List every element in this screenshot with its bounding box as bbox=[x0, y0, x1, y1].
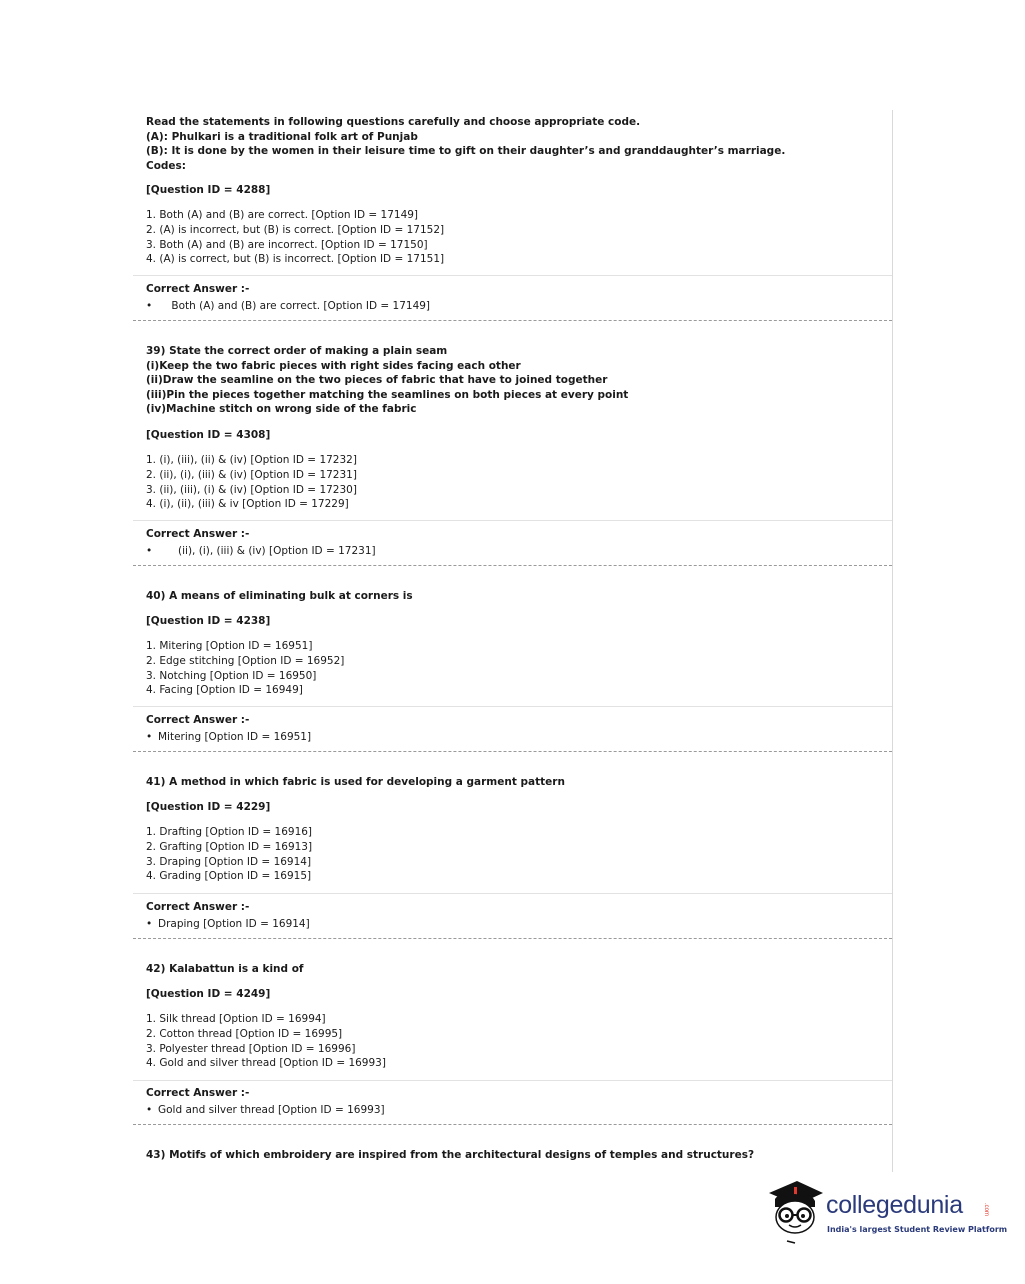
option-item: 4. Gold and silver thread [Option ID = 16993] bbox=[146, 1057, 386, 1070]
bullet-icon: • bbox=[146, 918, 153, 930]
option-item: 4. Facing [Option ID = 16949] bbox=[146, 684, 303, 697]
option-item: 2. (ii), (i), (iii) & (iv) [Option ID = 17231] bbox=[146, 468, 357, 481]
option-item: 1. Mitering [Option ID = 16951] bbox=[146, 640, 313, 652]
correct-answer bbox=[146, 730, 311, 744]
correct-answer-label: Correct Answer :- bbox=[146, 528, 250, 540]
question-stem bbox=[146, 115, 785, 173]
question-id: [Question ID = 4229] bbox=[146, 801, 271, 813]
correct-answer bbox=[146, 544, 376, 558]
question-id: [Question ID = 4288] bbox=[146, 184, 271, 196]
correct-answer bbox=[146, 917, 310, 931]
option-item: 4. (A) is correct, but (B) is incorrect. [Option ID = 17151] bbox=[146, 253, 445, 266]
question-stem bbox=[146, 775, 565, 790]
logo-tagline: India's largest Student Review Platform bbox=[827, 1225, 1008, 1234]
correct-answer-text: Both (A) and (B) are correct. [Option ID = 17149] bbox=[171, 300, 431, 312]
question-separator bbox=[133, 1124, 892, 1125]
bullet-icon: • bbox=[146, 545, 153, 557]
bullet-icon: • bbox=[146, 1104, 153, 1116]
option-item: 1. Drafting [Option ID = 16916] bbox=[146, 826, 313, 838]
option-item: 1. (i), (iii), (ii) & (iv) [Option ID = 17232] bbox=[146, 454, 357, 466]
stem-line: 40) A means of eliminating bulk at corners is bbox=[146, 590, 413, 602]
option-item: 4. (i), (ii), (iii) & iv [Option ID = 17229] bbox=[146, 498, 349, 511]
stem-line: Read the statements in following questions carefully and choose appropriate code. bbox=[146, 116, 641, 128]
divider bbox=[133, 275, 892, 276]
question-stem bbox=[146, 344, 628, 417]
option-item: 1. Both (A) and (B) are correct. [Option ID = 17149] bbox=[146, 209, 419, 221]
stem-line: 42) Kalabattun is a kind of bbox=[146, 963, 304, 975]
option-item: 2. Grafting [Option ID = 16913] bbox=[146, 840, 313, 853]
bullet-icon: • bbox=[146, 731, 153, 743]
divider bbox=[133, 893, 892, 894]
option-item: 2. Cotton thread [Option ID = 16995] bbox=[146, 1027, 343, 1040]
question-stem bbox=[146, 962, 303, 977]
options-list bbox=[146, 208, 444, 267]
question-paper bbox=[133, 110, 893, 1172]
option-item: 3. Polyester thread [Option ID = 16996] bbox=[146, 1042, 356, 1055]
divider bbox=[133, 1080, 892, 1081]
option-item: 3. Notching [Option ID = 16950] bbox=[146, 669, 317, 682]
stem-line: (A): Phulkari is a traditional folk art of Punjab bbox=[146, 130, 418, 143]
option-item: 2. Edge stitching [Option ID = 16952] bbox=[146, 654, 345, 667]
question-separator bbox=[133, 751, 892, 752]
question-stem bbox=[146, 1148, 754, 1163]
stem-line: 41) A method in which fabric is used for developing a garment pattern bbox=[146, 776, 565, 788]
options-list bbox=[146, 1012, 386, 1071]
stem-line: (B): It is done by the women in their leisure time to gift on their daughter’s and granddaughter’s marriage. bbox=[146, 145, 786, 158]
options-list bbox=[146, 639, 344, 698]
logo-suffix: .com bbox=[983, 1203, 989, 1217]
question-separator bbox=[133, 320, 892, 321]
correct-answer-text: Gold and silver thread [Option ID = 16993] bbox=[158, 1104, 385, 1116]
correct-answer bbox=[146, 299, 430, 313]
correct-answer-label: Correct Answer :- bbox=[146, 714, 250, 726]
correct-answer-label: Correct Answer :- bbox=[146, 1087, 250, 1099]
question-separator bbox=[133, 565, 892, 566]
stem-line: 43) Motifs of which embroidery are inspired from the architectural designs of temples and structures? bbox=[146, 1149, 755, 1161]
question-id: [Question ID = 4249] bbox=[146, 988, 271, 1000]
mascot-icon bbox=[765, 1177, 825, 1247]
question-id: [Question ID = 4238] bbox=[146, 615, 271, 627]
stem-line: Codes: bbox=[146, 159, 187, 172]
stem-line: (ii)Draw the seamline on the two pieces of fabric that have to joined together bbox=[146, 374, 608, 387]
question-stem bbox=[146, 589, 413, 604]
option-item: 3. Draping [Option ID = 16914] bbox=[146, 855, 312, 868]
divider bbox=[133, 520, 892, 521]
question-separator bbox=[133, 938, 892, 939]
correct-answer-label: Correct Answer :- bbox=[146, 283, 250, 295]
collegedunia-logo bbox=[765, 1177, 1008, 1247]
option-item: 4. Grading [Option ID = 16915] bbox=[146, 870, 312, 883]
divider bbox=[133, 706, 892, 707]
bullet-icon: • bbox=[146, 300, 153, 312]
stem-line: (iv)Machine stitch on wrong side of the fabric bbox=[146, 403, 417, 416]
options-list bbox=[146, 825, 312, 884]
question-id: [Question ID = 4308] bbox=[146, 429, 271, 441]
correct-answer-text: (ii), (i), (iii) & (iv) [Option ID = 17231] bbox=[178, 545, 376, 557]
option-item: 3. (ii), (iii), (i) & (iv) [Option ID = 17230] bbox=[146, 483, 357, 496]
stem-line: 39) State the correct order of making a plain seam bbox=[146, 345, 448, 357]
logo-wordmark: collegedunia bbox=[826, 1191, 963, 1219]
correct-answer bbox=[146, 1103, 385, 1117]
option-item: 3. Both (A) and (B) are incorrect. [Option ID = 17150] bbox=[146, 238, 428, 251]
correct-answer-text: Draping [Option ID = 16914] bbox=[158, 918, 310, 930]
correct-answer-label: Correct Answer :- bbox=[146, 901, 250, 913]
option-item: 2. (A) is incorrect, but (B) is correct. [Option ID = 17152] bbox=[146, 223, 445, 236]
option-item: 1. Silk thread [Option ID = 16994] bbox=[146, 1013, 326, 1025]
stem-line: (iii)Pin the pieces together matching the seamlines on both pieces at every point bbox=[146, 388, 629, 401]
stem-line: (i)Keep the two fabric pieces with right sides facing each other bbox=[146, 359, 521, 372]
correct-answer-text: Mitering [Option ID = 16951] bbox=[158, 731, 312, 743]
options-list bbox=[146, 453, 357, 512]
